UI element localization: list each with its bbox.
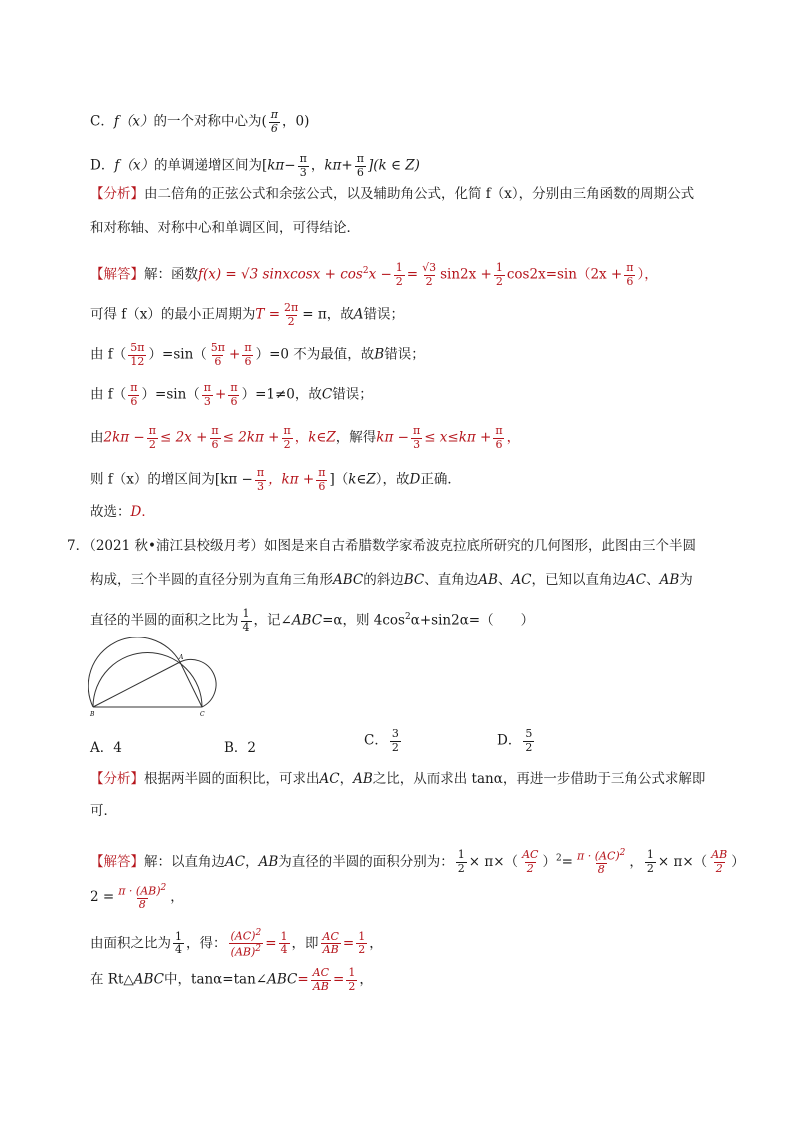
solution-1-answer: 故选：D． xyxy=(90,504,155,520)
leg-ab xyxy=(93,662,180,707)
analysis-tag: 【分析】 xyxy=(90,186,144,202)
question-source: （2021 秋•浦江县校级月考） xyxy=(89,538,264,554)
option-d: D．f（x）的单调递增区间为[kπ− $\frac{\pi}{3}$ ，kπ+ $\frac{\pi}{6}$ ](k ∈ Z) xyxy=(90,152,420,179)
label-c: C xyxy=(200,711,205,718)
hippocrates-lune-figure xyxy=(88,637,220,719)
frac-pi-6: $\frac{\pi}{6}$ xyxy=(270,108,278,135)
solution-1-line-5: 由2kπ − $\frac{\pi}{2}$ ≤ 2x + $\frac{\pi}{6}$ ≤ 2kπ + $\frac{\pi}{2}$ ，k∈Z，解得kπ − $\frac{\pi}{3}$ ≤ x≤kπ + $\frac{\pi}{6}$ ， xyxy=(90,424,521,451)
analysis-1-line-2: 和对称轴、对称中心和单调区间，可得结论． xyxy=(90,220,360,236)
solution-2-line-2: 2 = $\frac{\pi \cdot (AB)^2}{8}$ ， xyxy=(90,883,184,912)
solution-1-line-3: 由 f（ $\frac{5\pi}{12}$ ）=sin（ $\frac{5\pi}{6}$ + $\frac{\pi}{6}$ ）=0 不为最值，故B错误； xyxy=(90,341,425,368)
semicircle-ab xyxy=(88,637,180,707)
analysis-2-line-1: 【分析】根据两半圆的面积比，可求出AC，AB之比，从而求出 tanα，再进一步借助于三角公式求解即 xyxy=(90,771,706,787)
label-a: A xyxy=(179,654,184,661)
solution-1-line-6: 则 f（x）的增区间为[kπ − $\frac{\pi}{3}$ ，kπ + $\frac{\pi}{6}$ ]（k∈Z），故D正确． xyxy=(90,466,461,493)
analysis-1-line-1: 【分析】由二倍角的正弦公式和余弦公式，以及辅助角公式，化简 f（x），分别由三角函数的周期公式 xyxy=(90,186,695,202)
solution-tag: 【解答】 xyxy=(90,853,144,870)
solution-1-line-1: 【解答】解：函数f(x) = √3 sinxcosx + $\cos^2x$ − $\frac{1}{2}$ = $\frac{√3}{2}$ sin2x + $\frac{1}{2}$ cos2x=sin（2x + $\frac{\pi}{6}$ ）， xyxy=(90,261,658,288)
solution-1-line-4: 由 f（ $\frac{\pi}{6}$ ）=sin（ $\frac{\pi}{3}$ + $\frac{\pi}{6}$ ）=1≠0，故C错误； xyxy=(90,381,373,408)
solution-2-line-1: 【解答】解：以直角边AC，AB为直径的半圆的面积分别为： $\frac{1}{2}$ × π×（ $\frac{AC}{2}$ ）$^2$= $\frac{\pi \cdot (AC)^2}{8}$ ， $\frac{1}{2}$ × π×（ $\frac{AB}{2}$ ） xyxy=(90,848,745,877)
analysis-tag: 【分析】 xyxy=(90,771,144,787)
choice-b[interactable]: B．2 xyxy=(224,740,257,756)
question-7-line-1: 7．（2021 秋•浦江县校级月考）如图是来自古希腊数学家希波克拉底所研究的几何图形，此图由三个半圆 xyxy=(67,538,696,554)
solution-2-line-4: 在 Rt△ABC中，tanα=tan∠ABC= $\frac{AC}{AB}$ = $\frac{1}{2}$ ， xyxy=(90,966,373,993)
label-b: B xyxy=(90,711,95,718)
leg-ac xyxy=(180,662,202,707)
analysis-2-line-2: 可． xyxy=(90,803,117,819)
solution-tag: 【解答】 xyxy=(90,266,144,283)
question-7-line-3: 直径的半圆的面积之比为 $\frac{1}{4}$ ，记∠ABC=α，则 $4\cos^2\alpha+\sin 2\alpha=$（ ） xyxy=(90,607,535,634)
choice-c[interactable]: C． $\frac{3}{2}$ xyxy=(364,727,399,754)
option-c: C．f（x）的一个对称中心为( $\frac{\pi}{6}$ ，0) xyxy=(90,108,310,135)
choice-d[interactable]: D． $\frac{5}{2}$ xyxy=(497,727,533,754)
choice-a[interactable]: A．4 xyxy=(90,740,122,756)
solution-2-line-3: 由面积之比为 $\frac{1}{4}$ ，得： $\frac{(AC)^2}{(AB)^2}$ = $\frac{1}{4}$ ，即 $\frac{AC}{AB}$ = $\frac{1}{2}$ ， xyxy=(90,928,383,959)
question-7-line-2: 构成，三个半圆的直径分别为直角三角形ABC的斜边BC、直角边AB、AC，已知以直角边AC、AB为 xyxy=(90,572,693,588)
solution-1-line-2: 可得 f（x）的最小正周期为T = $\frac{2\pi}{2}$ = π，故A错误； xyxy=(90,301,404,328)
question-number: 7． xyxy=(67,538,90,554)
